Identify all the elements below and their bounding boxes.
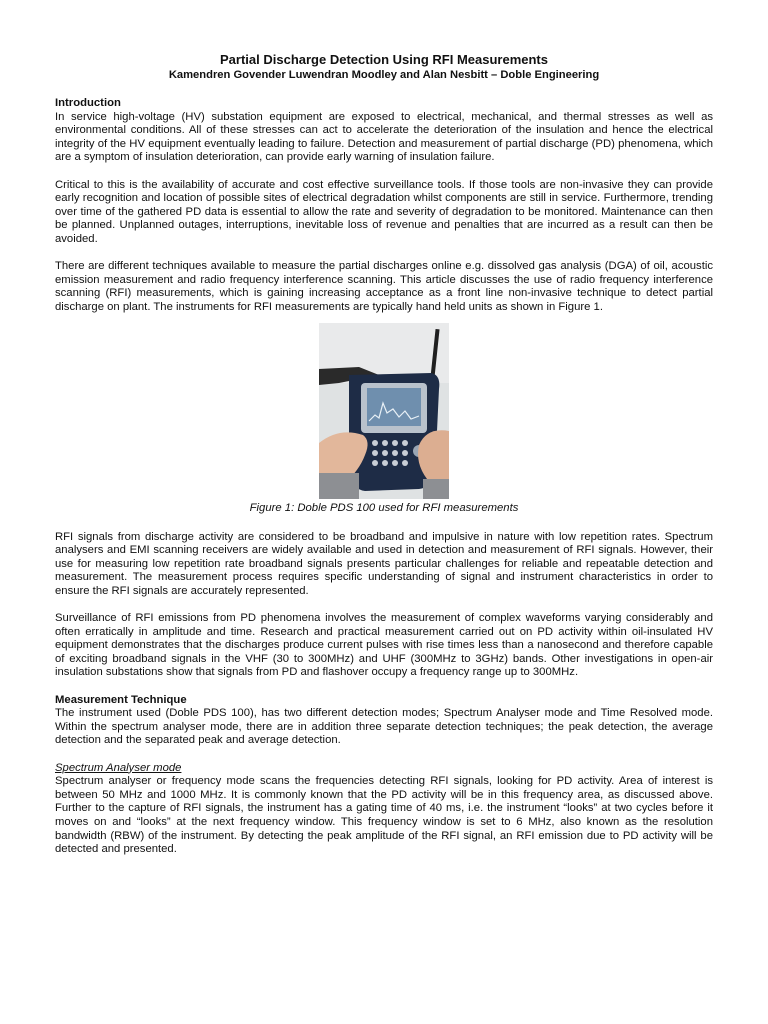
intro-paragraph-2: Critical to this is the availability of accurate and cost effective surveillance tools. If those tools are non-invasive they can provide early recognition and location of possible sites of electrical degradation whilst components are still in service. Furthermore, trending over time of the gathered PD data is essential to allow the rate and severity of degradation to be monitored. Maintenance can then be planned. Unplanned outages, interruptions, inevitable loss of revenue and penalties that are incurred as a result can then be avoided. [55, 178, 713, 245]
measurement-technique-heading: Measurement Technique [55, 693, 187, 706]
measurement-paragraph: The instrument used (Doble PDS 100), has two different detection modes; Spectrum Analyser mode and Time Resolved mode. Within the spectrum analyser mode, there are in addition three separate detection techniques; the peak detection, the average detection and the separated peak and average detection. [55, 707, 713, 747]
document-authors: Kamendren Govender Luwendran Moodley and Alan Nesbitt – Doble Engineering [168, 69, 600, 81]
document-title: Partial Discharge Detection Using RFI Measurements [220, 52, 548, 67]
body-paragraph-1: RFI signals from discharge activity are considered to be broadband and impulsive in nature with low repetition rates. Spectrum analysers and EMI scanning receivers are widely available and used in detection and measurement of RFI signals. However, their use for measuring low repetition rate broadband signals presents particular challenges for reliable and repeatable detection and measurement. The measurement process requires specific understanding of signal and instrument characteristics in order to ensure the RFI signals are accurately represented. [55, 530, 713, 597]
figure-device-photo [319, 323, 449, 499]
body-paragraph-2: Surveillance of RFI emissions from PD phenomena involves the measurement of complex waveforms varying considerably and often erratically in amplitude and time. Research and practical measurement carried out on PD activity within oil-insulated HV equipment demonstrates that the discharges produce current pulses with rise times less than a nanosecond and therefore capable of exciting broadband signals in the VHF (30 to 300MHz) and UHF (300MHz to 3GHz) bands. Other investigations in open-air insulation substations show that signals from PD and flashover occupy a frequency range up to 300MHz. [55, 612, 713, 679]
intro-paragraph-3: There are different techniques available to measure the partial discharges online e.g. dissolved gas analysis (DGA) of oil, acoustic emission measurement and radio frequency interference scanning. This article discusses the use of radio frequency interference scanning (RFI) measurements, which is gaining increasing acceptance as a front line non-invasive technique to detect partial discharge on plant. The instruments for RFI measurements are typically hand held units as shown in Figure 1. [55, 260, 713, 313]
intro-paragraph-1: In service high-voltage (HV) substation equipment are exposed to electrical, mechanical, and thermal stresses as well as environmental conditions. All of these stresses can act to accelerate the deterioration of the insulation and hence the electrical integrity of the HV equipment eventually leading to failure. Detection and measurement of partial discharge (PD) phenomena, which are a symptom of insulation deterioration, can provide early warning of insulation failure. [55, 110, 713, 164]
document-page [55, 52, 713, 870]
figure-caption: Figure 1: Doble PDS 100 used for RFI measurements [249, 501, 519, 514]
spectrum-analyser-paragraph: Spectrum analyser or frequency mode scans the frequencies detecting RFI signals, looking for PD activity. Area of interest is between 50 MHz and 1000 MHz. It is commonly known that the PD activity will be in this frequency area, as discussed above. Further to the capture of RFI signals, the instrument has a gating time of 40 ms, i.e. the instrument “looks” at two cycles before it moves on and “looks” at the next frequency window. This frequency window is set to 6 MHz, also known as the resolution bandwidth (RBW) of the instrument. By detecting the peak amplitude of the RFI signal, an RFI emission due to PD activity will be detected and presented. [55, 775, 713, 856]
handheld-device-illustration [319, 323, 449, 499]
introduction-heading: Introduction [55, 97, 121, 109]
spectrum-analyser-heading: Spectrum Analyser mode [55, 761, 182, 774]
